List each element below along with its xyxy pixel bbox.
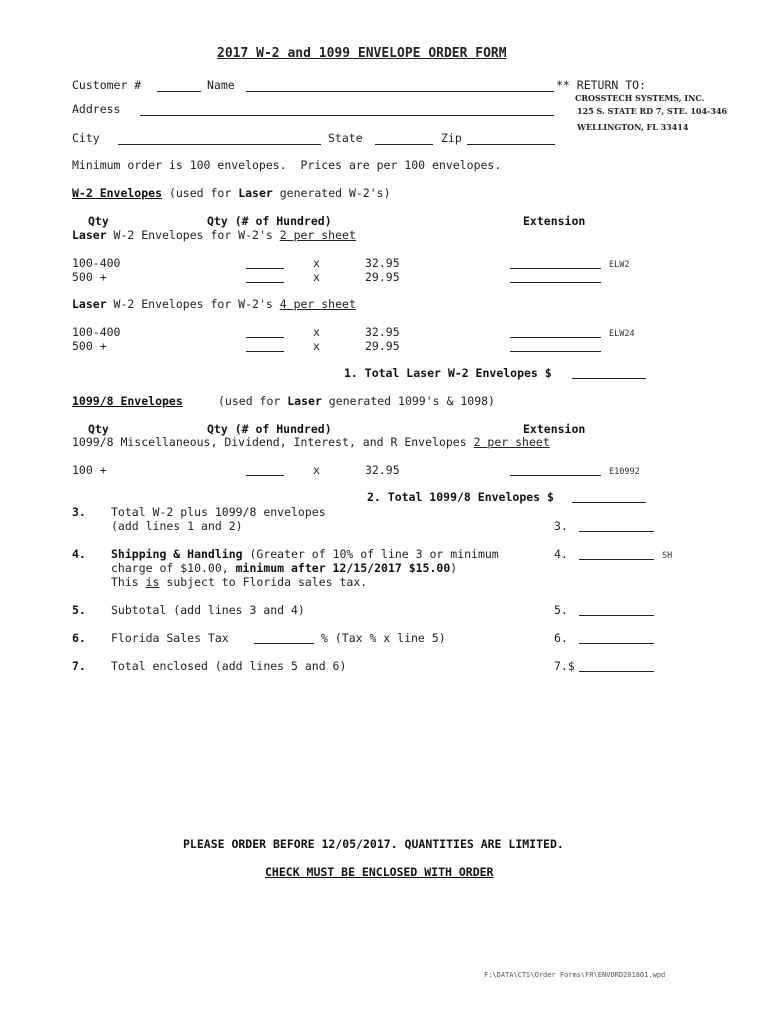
line4-text: Shipping & Handling (Greater of 10% of line 3 or minimum (111, 547, 499, 561)
file-path: F:\DATA\CTS\Order Forms\FR\ENVORD201801.wpd (484, 971, 666, 979)
w2-group1-row2-range: 500 + (72, 270, 107, 284)
line7-number: 7. (72, 659, 86, 673)
f1099-row-extension[interactable] (510, 475, 601, 476)
w2-group1-description: Laser W-2 Envelopes for W-2's 2 per sheet (72, 228, 356, 242)
line5-ref: 5. (554, 603, 568, 617)
w2-group1-row1-x: x (313, 256, 320, 270)
line4-text-3: This is subject to Florida sales tax. (111, 575, 368, 589)
line7-field[interactable] (579, 671, 654, 672)
line5-field[interactable] (579, 615, 654, 616)
line7-text: Total enclosed (add lines 5 and 6) (111, 659, 347, 673)
line6-field[interactable] (579, 643, 654, 644)
w2-extension-header: Extension (523, 214, 586, 228)
f1099-used-for: (used for Laser generated 1099's & 1098) (218, 394, 495, 408)
w2-group2-row1-range: 100-400 (72, 325, 121, 339)
f1099-qty-header: Qty (88, 422, 109, 436)
w2-group2-row2-extension[interactable] (510, 351, 601, 352)
w2-group1-row1-qty[interactable] (246, 268, 284, 269)
address-field[interactable] (140, 115, 554, 116)
w2-group2-row2-range: 500 + (72, 339, 107, 353)
check-enclosed-notice: CHECK MUST BE ENCLOSED WITH ORDER (265, 865, 494, 879)
w2-group2-code: ELW24 (609, 329, 635, 339)
w2-total-field[interactable] (572, 378, 646, 379)
line3-text: Total W-2 plus 1099/8 envelopes (111, 505, 326, 519)
tax-rate-field[interactable] (254, 643, 314, 644)
line7-ref: 7.$ (554, 659, 575, 673)
f1099-row-x: x (313, 463, 320, 477)
f1099-row-qty[interactable] (246, 475, 284, 476)
w2-group1-row2-extension[interactable] (510, 282, 601, 283)
zip-field[interactable] (467, 144, 555, 145)
f1099-section-heading: 1099/8 Envelopes (72, 394, 183, 408)
form-title: 2017 W-2 and 1099 ENVELOPE ORDER FORM (217, 46, 507, 61)
line3-ref: 3. (554, 519, 568, 533)
w2-group1-row2-price: 29.95 (365, 270, 400, 284)
line6-text: Florida Sales Tax (111, 631, 229, 645)
line5-text: Subtotal (add lines 3 and 4) (111, 603, 305, 617)
f1099-row-price: 32.95 (365, 463, 400, 477)
line6-pct-text: % (Tax % x line 5) (321, 631, 446, 645)
address-label: Address (72, 102, 121, 116)
w2-group1-code: ELW2 (609, 260, 630, 270)
w2-group1-row1-range: 100-400 (72, 256, 121, 270)
f1099-total-field[interactable] (572, 502, 646, 503)
w2-section-heading: W-2 Envelopes (used for Laser generated W-2's) (72, 186, 391, 200)
line3-field[interactable] (579, 531, 654, 532)
customer-number-label: Customer # (72, 78, 142, 92)
line5-number: 5. (72, 603, 86, 617)
return-to-label: ** RETURN TO: (556, 78, 647, 92)
w2-group1-row1-extension[interactable] (510, 268, 601, 269)
return-company: CROSSTECH SYSTEMS, INC. (575, 93, 705, 103)
w2-group2-row1-price: 32.95 (365, 325, 400, 339)
customer-number-field[interactable] (157, 91, 201, 92)
w2-group1-row2-x: x (313, 270, 320, 284)
f1099-description: 1099/8 Miscellaneous, Dividend, Interest, and R Envelopes 2 per sheet (72, 435, 550, 449)
name-field[interactable] (246, 91, 554, 92)
return-city: WELLINGTON, FL 33414 (577, 122, 689, 132)
w2-group2-row1-extension[interactable] (510, 337, 601, 338)
return-street: 125 S. STATE RD 7, STE. 104-346 (577, 106, 728, 116)
line4-code: SH (662, 551, 673, 561)
w2-group2-row1-qty[interactable] (246, 337, 284, 338)
f1099-qty-hundred-header: Qty (# of Hundred) (207, 422, 332, 436)
name-label: Name (207, 78, 235, 92)
w2-group2-row2-x: x (313, 339, 320, 353)
w2-group1-row2-qty[interactable] (246, 282, 284, 283)
order-before-notice: PLEASE ORDER BEFORE 12/05/2017. QUANTITIES ARE LIMITED. (183, 837, 564, 851)
w2-qty-hundred-header: Qty (# of Hundred) (207, 214, 332, 228)
w2-group2-description: Laser W-2 Envelopes for W-2's 4 per sheet (72, 297, 356, 311)
state-label: State (328, 131, 363, 145)
state-field[interactable] (375, 144, 433, 145)
f1099-row-range: 100 + (72, 463, 107, 477)
line6-number: 6. (72, 631, 86, 645)
city-field[interactable] (118, 144, 321, 145)
w2-qty-header: Qty (88, 214, 109, 228)
line4-number: 4. (72, 547, 86, 561)
f1099-code: E10992 (609, 467, 640, 477)
zip-label: Zip (441, 131, 462, 145)
f1099-total-label: 2. Total 1099/8 Envelopes $ (367, 490, 554, 504)
line3-subtext: (add lines 1 and 2) (111, 519, 243, 533)
line4-ref: 4. (554, 547, 568, 561)
w2-group2-row2-price: 29.95 (365, 339, 400, 353)
line4-text-2: charge of $10.00, minimum after 12/15/2017 $15.00) (111, 561, 458, 575)
line4-field[interactable] (579, 559, 654, 560)
f1099-extension-header: Extension (523, 422, 586, 436)
w2-group2-row2-qty[interactable] (246, 351, 284, 352)
w2-group1-row1-price: 32.95 (365, 256, 400, 270)
line3-number: 3. (72, 505, 86, 519)
w2-group2-row1-x: x (313, 325, 320, 339)
city-label: City (72, 131, 100, 145)
minimum-order-note: Minimum order is 100 envelopes. Prices are per 100 envelopes. (72, 158, 502, 172)
line6-ref: 6. (554, 631, 568, 645)
w2-total-label: 1. Total Laser W-2 Envelopes $ (344, 366, 552, 380)
